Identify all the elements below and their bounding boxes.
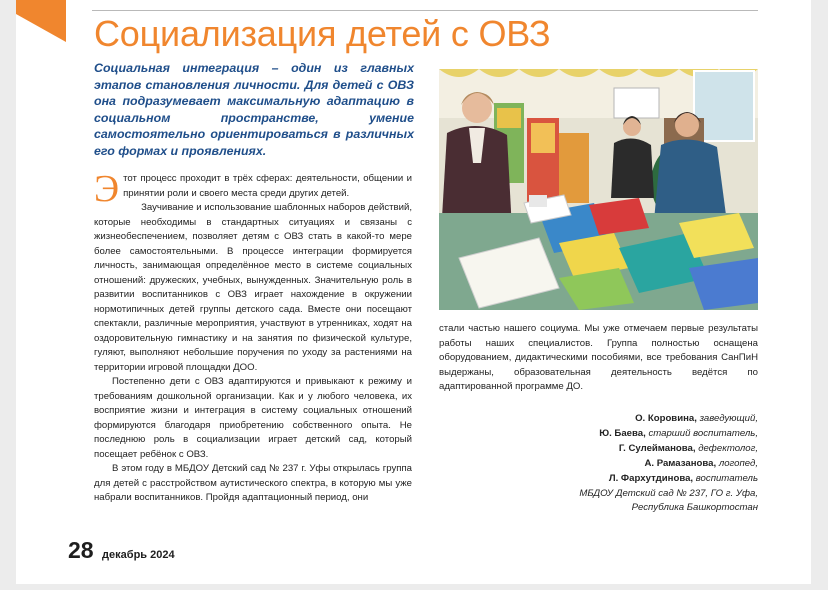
signature-2: Ю. Баева, старший воспитатель, [599, 427, 758, 439]
paragraph-4: В этом году в МБДОУ Детский сад № 237 г. Уфы открылась группа для детей с расстройством аутистического спектра, в которую мы уже набрали воспитанников. Пройдя адаптационный период, они [94, 463, 412, 503]
article-photo [439, 63, 758, 310]
signature-3: Г. Сулейманова, дефектолог, [618, 442, 758, 454]
issue-date: декабрь 2024 [102, 549, 175, 561]
corner-tab-shape [16, 0, 66, 42]
signature-1: О. Коровина, заведующий, [635, 413, 758, 424]
page-footer [68, 537, 175, 564]
article-lead: Социальная интеграция – один из главных этапов становления личности. Для детей с ОВЗ она подразумевает максимальную адаптацию в социальном пространстве, умение самостоятельно ориентироваться в различных его формах и проявлениях. [94, 61, 414, 158]
paragraph-3: Постепенно дети с ОВЗ адаптируются и привыкают к режиму и требованиям дошкольной организации. Как и у любого человека, их восприятие жизни и интеграция в систему социальных отношений формируются благодаря приобретению собственного опыта. Не последнюю роль в социализации играет детский сад, который посещает ребёнок с ОВЗ. [94, 376, 412, 460]
organization-line-2: Республика Башкортостан [631, 502, 758, 514]
right-column [439, 322, 758, 395]
article-title: Социализация детей с ОВЗ [94, 13, 551, 54]
page-number: 28 [68, 537, 94, 563]
paragraph-2: Заучивание и использование шаблонных наборов действий, которые необходимы в стандартных ситуациях и связаны с жизнеобеспечением, позволяет детям с ОВЗ стать в какой-то мере более самостоятельными. В процессе интеграции формируется личность, занимающая определённое место в системе социальных отношений: дружеских, учебных, вынужденных. Значительную роль в развитии воспитанников с ОВЗ играет нахождение в окружении нормотипичных детей группы детского сада. Вместе они посещают спектакли, различные мероприятия, участвуют в утренниках, ходят на оздоровительную гимнастику и на занятия по физической культуре, гуляют, выполняют небольшие поручения по уходу за растениями на территории игровой площадки ДОО. [94, 202, 412, 373]
drop-cap: Э [94, 168, 120, 210]
left-column [94, 168, 412, 506]
signature-5: Л. Фархутдинова, воспитатель [608, 472, 758, 484]
signature-4: А. Рамазанова, логопед, [644, 457, 758, 469]
top-rule [92, 10, 758, 11]
paragraph-5: стали частью нашего социума. Мы уже отмечаем первые результаты работы наших специалистов. Группа полностью оснащена оборудованием, дидактическими пособиями, все требования СанПиН выдержаны, образовательная деятельность ведётся по адаптированной программе ДО. [439, 323, 758, 392]
signatures [520, 412, 758, 516]
organization-line-1: МБДОУ Детский сад № 237, ГО г. Уфа, [579, 487, 758, 499]
paragraph-1: Этот процесс проходит в трёх сферах: деятельности, общении и принятии роли и своего места среди других детей. [94, 168, 412, 210]
